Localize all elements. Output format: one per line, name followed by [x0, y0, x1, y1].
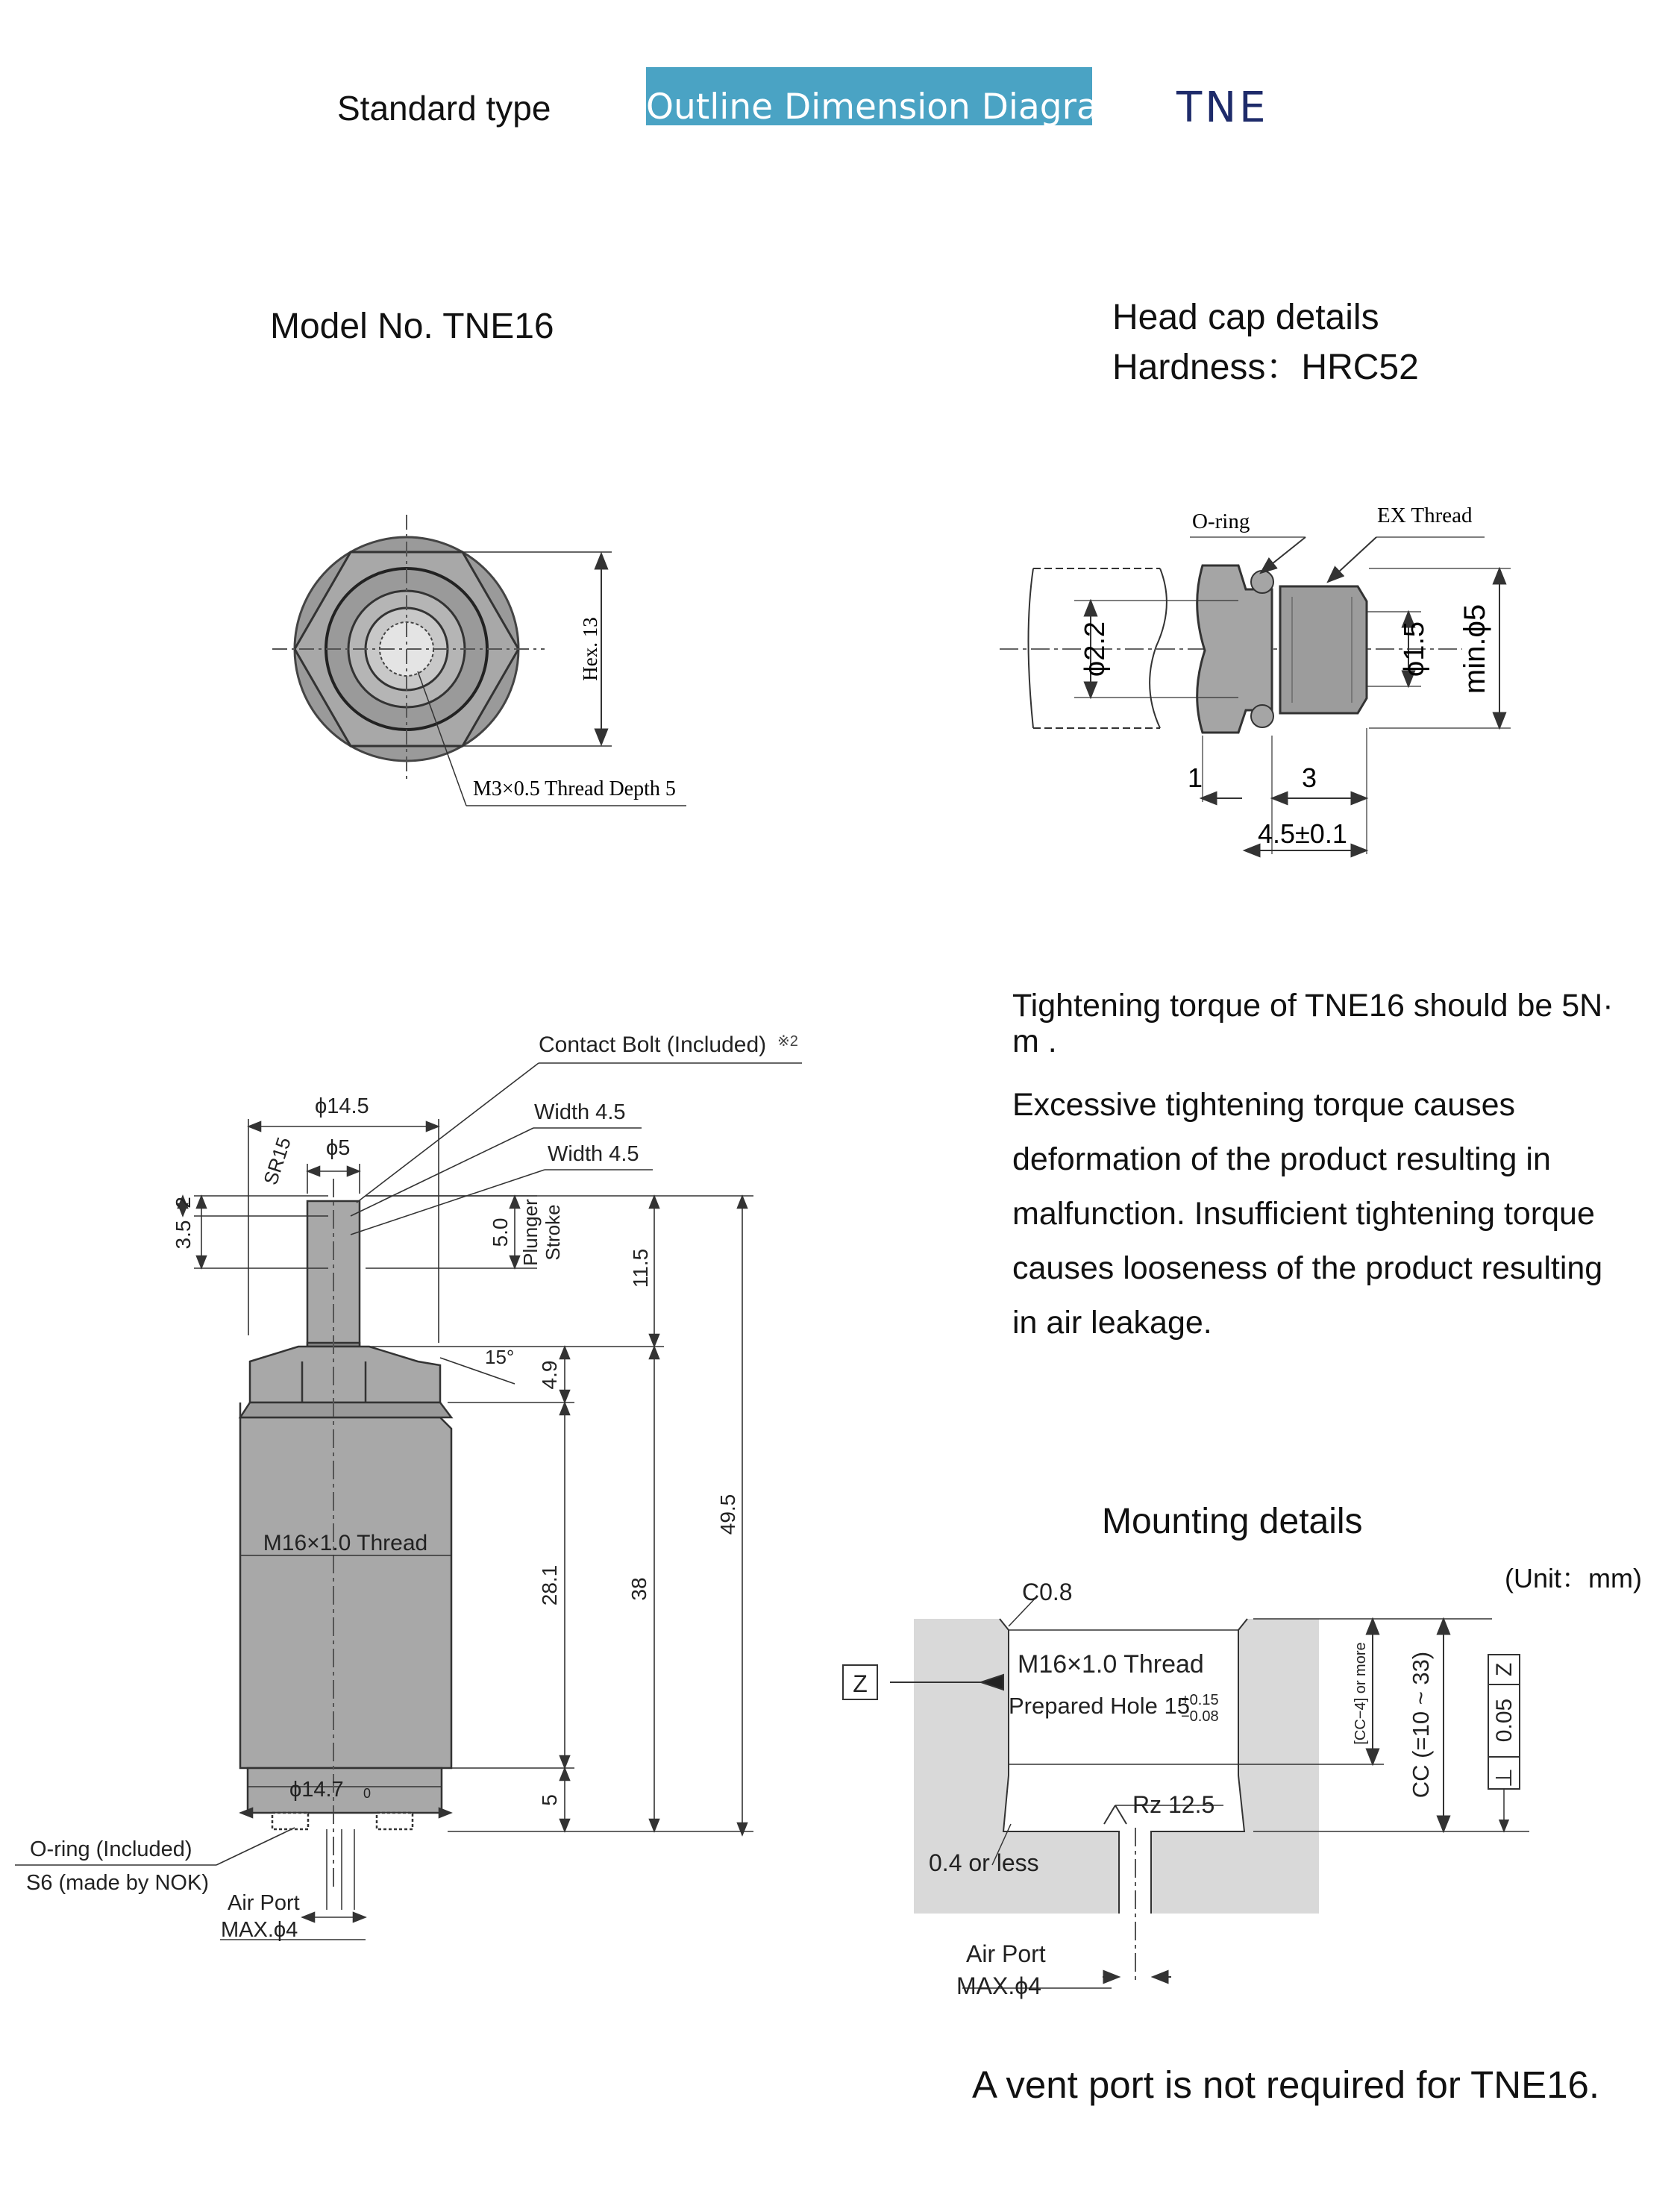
hex-nut [250, 1347, 440, 1402]
d15-label: ϕ1.5 [1399, 621, 1430, 677]
d22-label: ϕ2.2 [1079, 621, 1111, 677]
sr15-label: SR15 [259, 1134, 295, 1188]
airport-max-label: MAX.ϕ4 [221, 1918, 298, 1942]
head-cap-title: Head cap details [1112, 298, 1379, 337]
dim-3-label: 3 [1302, 762, 1317, 793]
standard-type-label: Standard type [337, 89, 551, 128]
dim-1-label: 1 [1188, 762, 1203, 793]
note-mark: ※2 [777, 1033, 798, 1050]
plunger-label: Plunger [519, 1199, 542, 1266]
angle-15-label: 15° [485, 1346, 515, 1368]
dim-281-label: 28.1 [538, 1564, 561, 1606]
m3-thread-label: M3×0.5 Thread Depth 5 [473, 777, 676, 800]
head-cap-detail [1000, 537, 1511, 854]
oring-label: O-ring [1192, 510, 1250, 533]
rz-label: Rz 12.5 [1132, 1791, 1215, 1818]
dim-50-label: 5.0 [489, 1217, 512, 1247]
mount-airport-label: Air Port [966, 1940, 1046, 1967]
tol-minus-label: −0.08 [1181, 1708, 1219, 1725]
ex-thread-label: EX Thread [1377, 504, 1473, 527]
mount-thread-label: M16×1.0 Thread [1018, 1650, 1204, 1679]
z-datum-label: Z [853, 1670, 868, 1697]
d145-label: ϕ14.5 [315, 1094, 369, 1118]
dim-35-label: 3.5 [172, 1220, 195, 1250]
hardness-label: Hardness：HRC52 [1112, 348, 1419, 387]
mount-airport-max-label: MAX.ϕ4 [956, 1972, 1041, 1999]
hex-label: Hex. 13 [579, 617, 601, 681]
dim-5-label: 5 [538, 1794, 561, 1806]
dim-115-label: 11.5 [629, 1248, 652, 1288]
perp-symbol: ⊥ [1492, 1767, 1517, 1788]
d147-label: ϕ14.7 [289, 1778, 344, 1802]
d147-tolerance: 0 [363, 1786, 372, 1801]
tol-plus-label: +0.15 [1181, 1692, 1219, 1708]
m16-thread-label: M16×1.0 Thread [263, 1531, 428, 1555]
cc4-label: [CC−4] or more [1353, 1642, 1369, 1745]
airport-label: Air Port [228, 1891, 300, 1915]
torque-note-body: Excessive tightening torque causes deformation of the product resulting in malfunction. Insufficient tightening torque causes looseness of the product resulting in air leakage. [1012, 1087, 1603, 1341]
width2-label: Width 4.5 [548, 1142, 639, 1166]
dim-495-label: 49.5 [716, 1494, 739, 1535]
side-view [15, 1063, 802, 1940]
width1-label: Width 4.5 [534, 1100, 626, 1124]
dim-49-label: 4.9 [538, 1360, 561, 1390]
dim-38-label: 38 [627, 1577, 651, 1601]
tab-outline-dimension-diagram[interactable]: Outline Dimension Diagram [646, 67, 1092, 125]
top-view [272, 515, 686, 806]
body-base [248, 1768, 442, 1813]
d5-label: ϕ5 [326, 1136, 351, 1160]
ex-thread-shape [1280, 586, 1367, 713]
mounting-title: Mounting details [1102, 1502, 1363, 1541]
cc-label: CC (=10 ~ 33) [1408, 1651, 1434, 1799]
min-d5-label: min.ϕ5 [1458, 604, 1491, 695]
c08-label: C0.8 [1022, 1579, 1073, 1605]
oring-spec-label: S6 (made by NOK) [26, 1871, 209, 1895]
stroke-label: Stroke [542, 1204, 564, 1261]
unit-label: (Unit：mm) [1505, 1563, 1642, 1593]
perp-ref: Z [1492, 1662, 1517, 1677]
dim-45-label: 4.5±0.1 [1258, 818, 1347, 849]
oring-included-label: O-ring (Included) [30, 1837, 192, 1861]
torque-note-line1: Tightening torque of TNE16 should be 5N· m . [1012, 988, 1614, 1059]
radius-label: 0.4 or less [929, 1849, 1039, 1876]
vent-note: A vent port is not required for TNE16. [972, 2063, 1600, 2106]
contact-bolt-label: Contact Bolt (Included) [539, 1032, 767, 1057]
perp-value: 0.05 [1492, 1698, 1517, 1743]
model-title: Model No. TNE16 [270, 307, 554, 346]
body-thread [240, 1417, 451, 1768]
prepared-hole-label: Prepared Hole 15 [1009, 1693, 1190, 1719]
dim-2-label: 2 [172, 1197, 195, 1209]
series-tab-tne[interactable]: TNE [1176, 84, 1269, 132]
